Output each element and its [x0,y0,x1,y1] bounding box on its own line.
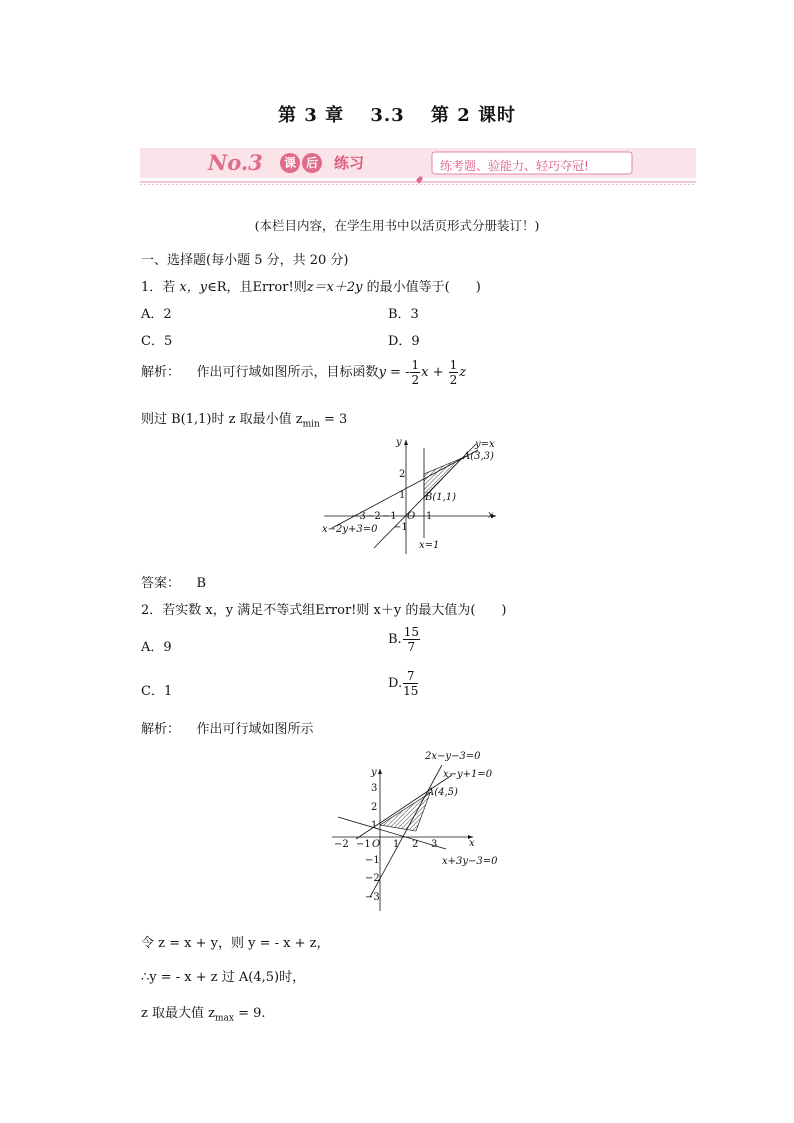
q1-line-yx-label: y=x [475,439,495,450]
q1-option-a: A．2 [141,307,172,322]
q1-point-b-label: B(1,1) [425,492,457,503]
question-2-stem: 2．若实数 x，y 满足不等式组Error!则 x＋y 的最大值为( ) [141,603,507,618]
q1-option-b: B．3 [388,307,419,322]
q2-line-b-label: x−y+1=0 [443,769,493,780]
q2-tick-x-1: 1 [393,839,400,850]
q1-tick-x-neg2: −2 [366,511,381,522]
q1-tick-y-2: 2 [399,469,406,480]
banner-number: No.3 [208,150,263,175]
q2-analysis: 解析： 作出可行域如图所示 [141,722,314,737]
section-heading: 一、选择题(每小题 5 分，共 20 分) [141,253,349,268]
q1-tick-y-1: 1 [399,490,406,501]
page-title: 第 3 章 3.3 第 2 课时 [278,105,516,126]
banner-label-3: 练习 [334,154,365,172]
q1-tick-x-1: 1 [426,511,433,522]
q1-line-x1-label: x=1 [419,540,440,551]
q2-tick-y-neg1: −1 [365,855,380,866]
banner-slogan: 练考题、验能力、轻巧夺冠! [440,159,589,173]
q2-tick-y-neg2: −2 [365,873,380,884]
q2-tick-x-neg1: −1 [356,839,371,850]
q2-tick-y-3: 3 [371,783,378,794]
q2-line1: 令 z = x + y，则 y = - x + z， [141,936,330,951]
q2-tick-y-2: 2 [371,802,378,813]
q2-point-a-label: A(4,5) [427,787,458,798]
q1-y-axis-label: y [396,437,402,448]
q1-option-d: D．9 [388,334,420,349]
q2-option-a: A．9 [141,640,172,655]
q2-tick-x-3: 3 [431,839,438,850]
q2-tick-x-2: 2 [412,839,419,850]
q2-tick-y-1: 1 [371,820,378,831]
q1-answer: 答案： B [141,576,207,591]
q1-analysis-line2: 则过 B(1,1)时 z 取最小值 $z_{min} = 3$ [141,412,348,430]
q2-x-axis-label: x [469,838,475,849]
q2-option-b: B. $\frac{15}{7}$ [388,625,419,654]
q2-line2: ∴y = - x + z 过 A(4,5)时， [141,970,306,985]
q2-line-a-label: 2x−y−3=0 [425,751,481,762]
q2-y-axis-label: y [371,767,377,778]
q1-tick-x-neg1: −1 [382,511,397,522]
q1-point-a-label: A(3,3) [463,451,494,462]
q2-tick-y-neg3: −3 [365,892,380,903]
q2-option-c: C．1 [141,684,173,699]
q1-tick-y-neg1: −1 [393,522,408,533]
q2-tick-x-neg2: −2 [334,839,349,850]
q1-tick-x-neg3: −3 [351,511,366,522]
q1-x-axis-label: x [488,510,494,521]
q1-analysis: 解析： 作出可行域如图所示，目标函数y = - $\frac{1}{2}$ x + $\frac{1}{2}$ z [141,358,467,387]
q2-line-c-label: x+3y−3=0 [442,856,498,867]
q2-line3: z 取最大值 $z_{max} = 9$. [141,1006,266,1024]
q1-origin-label: O [407,511,416,522]
question-1-stem: 1．若 x，y∈R，且Error!则z＝x＋2y 的最小值等于( ) [141,280,481,295]
banner-label-1: 课 [284,156,297,170]
banner-label-2: 后 [306,156,319,170]
q2-option-d: D. $\frac{7}{15}$ [388,669,419,698]
binding-note: (本栏目内容，在学生用书中以活页形式分册装订！) [254,218,540,233]
q1-line-1-label: x−2y+3=0 [322,524,378,535]
q2-origin-label: O [372,839,381,850]
q1-option-c: C．5 [141,334,173,349]
